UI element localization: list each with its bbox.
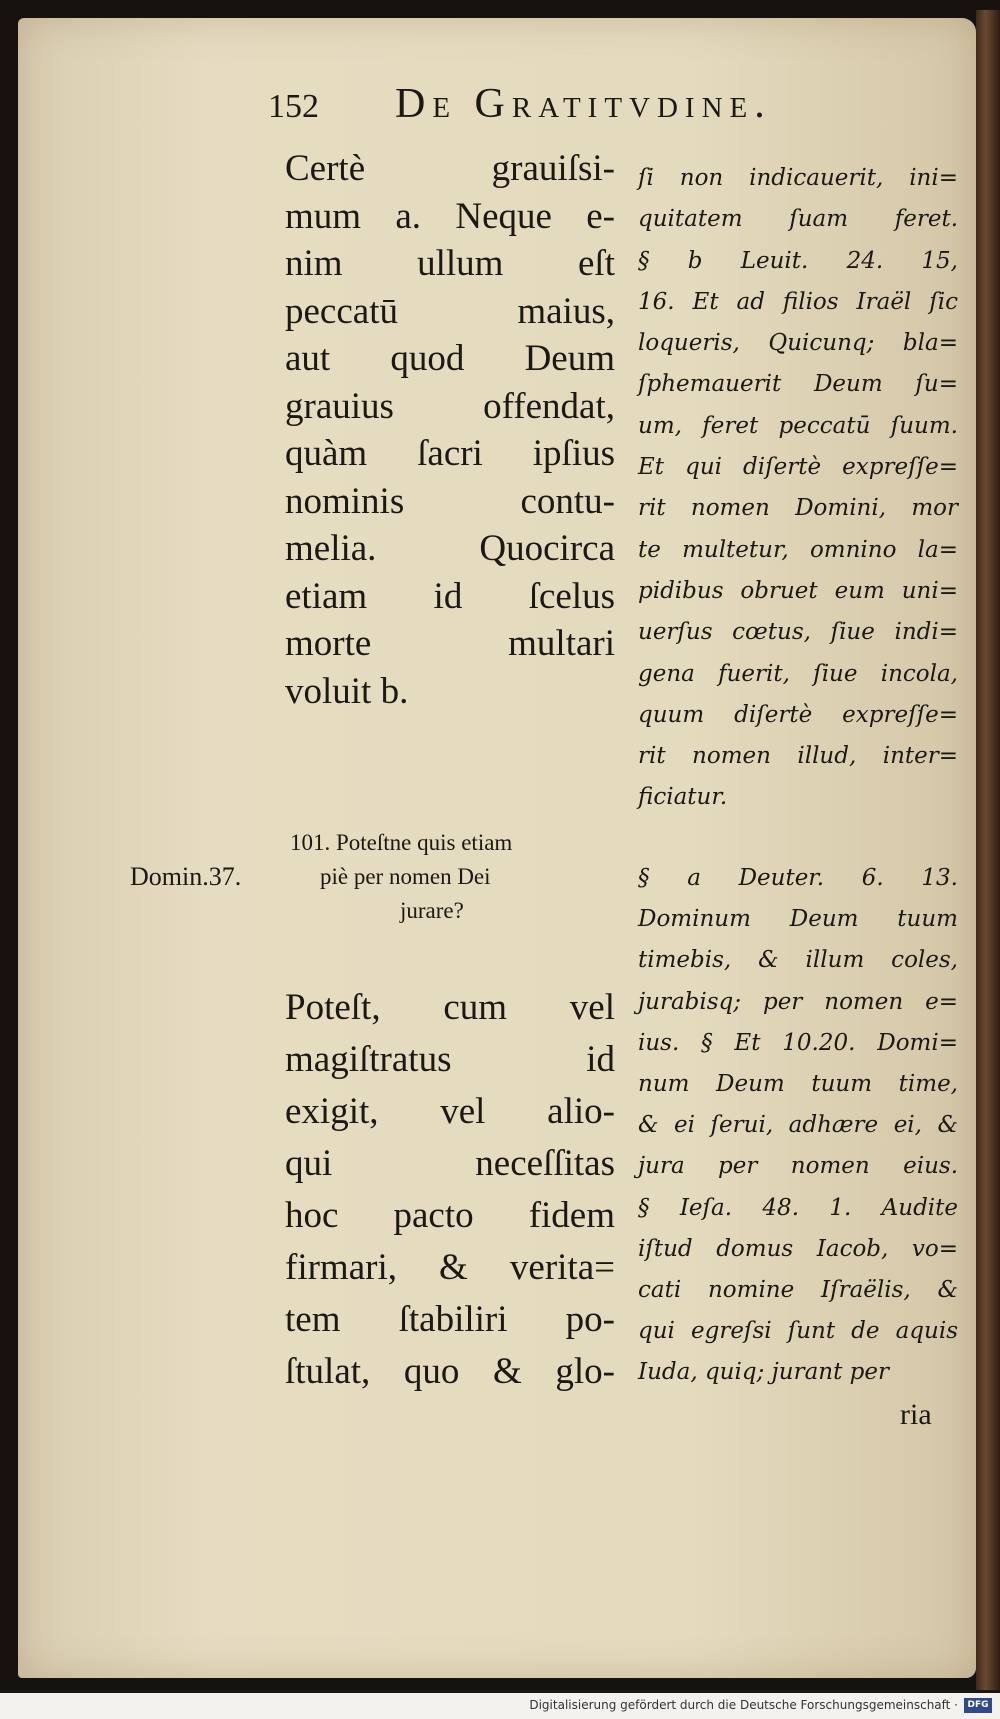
catchword: ria xyxy=(900,1398,932,1431)
note-line: rit nomen Domini, mor xyxy=(638,495,958,522)
note-line: num Deum tuum time, xyxy=(638,1071,958,1098)
question-heading xyxy=(290,826,620,928)
note-line: Et qui diſertè expreſſe= xyxy=(638,454,958,481)
note-line: Iuda, quiq; jurant per xyxy=(638,1359,889,1386)
text-line: qui neceſſitas xyxy=(285,1143,615,1184)
text-line: peccatū maius, xyxy=(285,290,615,332)
page-header xyxy=(40,80,940,140)
text-line: exigit, vel alio- xyxy=(285,1091,615,1132)
note-line: uerſus cœtus, ſiue indi= xyxy=(638,619,958,646)
note-line: ſi non indicauerit, ini= xyxy=(638,165,958,191)
text-line: hoc pacto fidem xyxy=(285,1195,615,1236)
text-line: nim ullum eſt xyxy=(285,243,615,284)
text-line: nominis contu- xyxy=(285,480,615,522)
text-line: ſtulat, quo & glo- xyxy=(285,1351,615,1392)
note-line: cati nomine Iſraëlis, & xyxy=(638,1277,958,1304)
side-notes-a xyxy=(638,858,958,1394)
note-line: te multetur, omnino la= xyxy=(638,536,958,563)
note-line: § b Leuit. 24. 15, xyxy=(638,247,958,274)
note-line: § Ieſa. 48. 1. Audite xyxy=(638,1194,958,1221)
text-line: etiam id ſcelus xyxy=(285,575,615,617)
main-text-block-a xyxy=(285,145,615,715)
note-line: iſtud domus Iacob, vo= xyxy=(638,1235,958,1262)
text-line: tem ſtabiliri po- xyxy=(285,1299,615,1340)
text-line: grauius offendat, xyxy=(285,385,615,427)
note-line: 16. Et ad filios Iraël ſic xyxy=(638,288,958,315)
question-line: piè per nomen Dei xyxy=(320,864,491,889)
text-line: aut quod Deum xyxy=(285,338,615,379)
question-line: jurare? xyxy=(400,898,464,923)
text-line: melia. Quocirca xyxy=(285,528,615,569)
note-line: ſphemauerit Deum ſu= xyxy=(638,371,958,398)
folio-number: 152 xyxy=(268,88,319,125)
note-line: Dominum Deum tuum xyxy=(638,906,958,933)
note-line: jura per nomen eius. xyxy=(638,1153,958,1180)
note-line: gena fuerit, ſiue incola, xyxy=(638,660,958,687)
note-line: rit nomen illud, inter= xyxy=(638,743,958,770)
note-line: um, feret peccatū ſuum. xyxy=(638,412,958,439)
question-line: 101. Poteſtne quis etiam xyxy=(290,830,513,855)
side-notes-b xyxy=(638,158,958,819)
main-text-block-b xyxy=(285,982,615,1398)
text-line: quàm ſacri ipſius xyxy=(285,433,615,474)
note-line: § a Deuter. 6. 13. xyxy=(638,865,958,891)
text-line: firmari, & verita= xyxy=(285,1247,615,1288)
note-line: pidibus obruet eum uni= xyxy=(638,577,958,604)
text-line: Poteſt, cum vel xyxy=(285,987,615,1028)
note-line: timebis, & illum coles, xyxy=(638,947,958,974)
note-line: & ei ſerui, adhære ei, & xyxy=(638,1112,958,1139)
note-line: jurabisq; per nomen e= xyxy=(638,988,958,1015)
note-line: ficiatur. xyxy=(638,784,728,811)
note-line: ius. § Et 10.20. Domi= xyxy=(638,1029,958,1056)
dfg-logo: DFG xyxy=(964,1698,992,1713)
funding-credit: Digitalisierung gefördert durch die Deutsche Forschungsgemeinschaft · xyxy=(529,1698,958,1712)
running-title: De Gratitvdine. xyxy=(395,81,772,127)
note-line: loqueris, Quicunq; bla= xyxy=(638,330,958,357)
note-line: quum diſertè expreſſe= xyxy=(638,701,958,728)
text-line: morte multari xyxy=(285,623,615,664)
text-line: magiſtratus id xyxy=(285,1039,615,1080)
text-line: voluit b. xyxy=(285,670,409,712)
note-line: quitatem ſuam feret. xyxy=(638,206,958,233)
text-line: mum a. Neque e- xyxy=(285,195,615,237)
note-line: qui egreſsi ſunt de aquis xyxy=(638,1318,958,1345)
page-edge xyxy=(976,10,1000,1690)
marginal-reference: Domin.37. xyxy=(130,862,242,891)
footer-bar xyxy=(0,1693,1000,1719)
text-line: Certè grauiſsi- xyxy=(285,148,615,189)
